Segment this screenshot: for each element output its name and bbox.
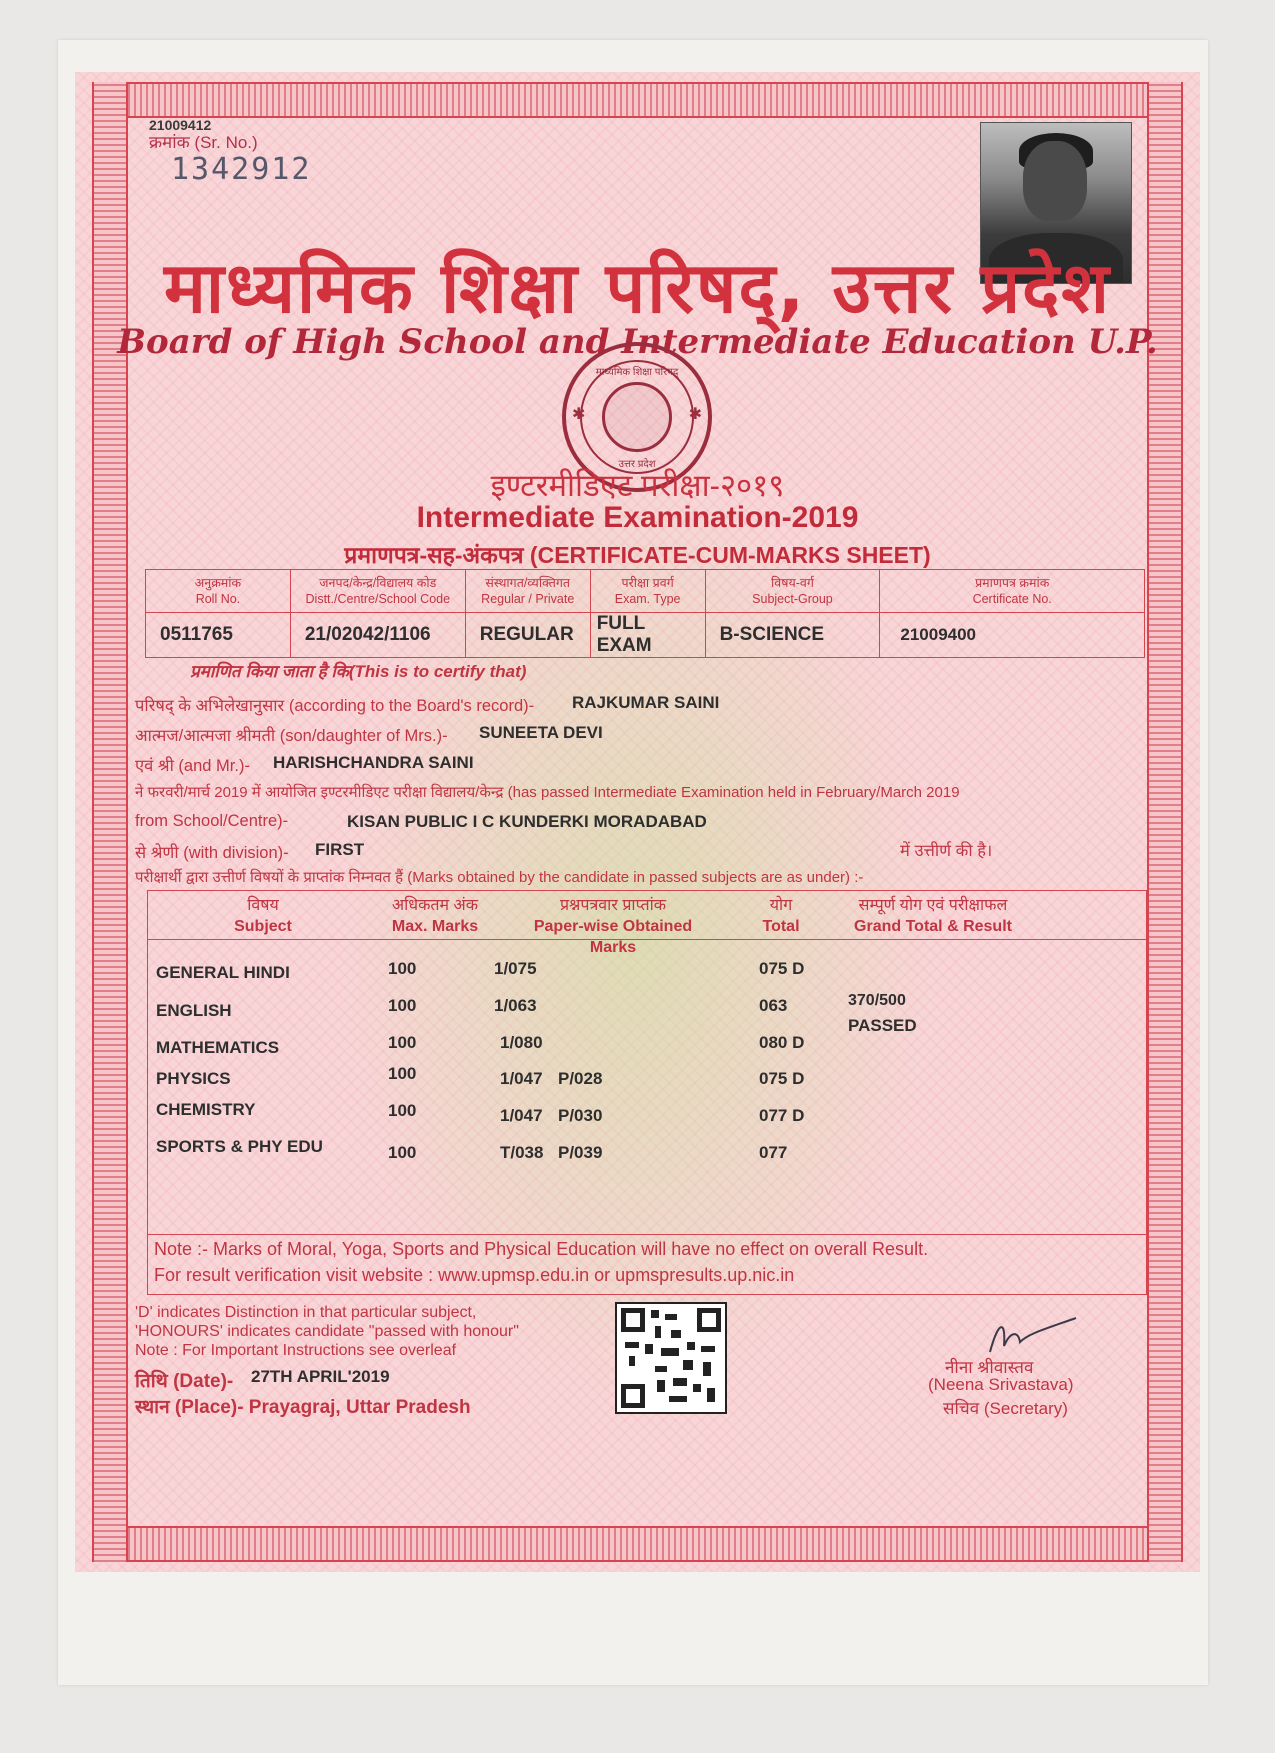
seal-inner-emblem: [602, 382, 672, 452]
row-total: 080 D: [759, 1033, 805, 1052]
regular-private: REGULAR: [465, 613, 590, 658]
info-header-certificate: [880, 570, 1145, 613]
header-english: Grand Total & Result: [854, 918, 1012, 935]
school-label: from School/Centre)-: [135, 812, 289, 830]
result: PASSED: [848, 1016, 917, 1035]
header-english: Regular / Private: [481, 592, 575, 606]
header-english: Total: [762, 918, 800, 935]
header-english: Subject: [234, 918, 292, 935]
qr-module: [707, 1388, 715, 1402]
header-hindi: योग: [769, 897, 793, 914]
row-paper1: 1/047: [500, 1069, 543, 1088]
row-paper2: P/030: [558, 1106, 603, 1125]
header-hindi: अधिकतम अंक: [391, 897, 479, 914]
header-hindi: परीक्षा प्रवर्ग: [621, 576, 674, 590]
board-title-hindi: माध्यमिक शिक्षा परिषद्, उत्तर प्रदेश: [164, 247, 1111, 329]
marks-header-total: [746, 895, 816, 937]
photo-face: [1023, 141, 1087, 221]
row-max: 100: [388, 1143, 417, 1162]
certificate-title: प्रमाणपत्र-सह-अंकपत्र (CERTIFICATE-CUM-MARKS SHEET): [344, 542, 931, 568]
qr-module: [655, 1366, 667, 1372]
row-paper2: P/028: [558, 1069, 603, 1088]
father-label: एवं श्री (and Mr.)-: [135, 757, 250, 775]
header-hindi: अनुक्रमांक: [194, 576, 242, 590]
header-hindi: जनपद/केन्द्र/विद्यालय कोड: [319, 576, 437, 590]
info-header-roll: [146, 570, 291, 613]
row-subject: CHEMISTRY: [156, 1100, 256, 1119]
row-subject: ENGLISH: [156, 1001, 232, 1020]
secretary-name-english: (Neena Srivastava): [928, 1375, 1074, 1394]
division-label: से श्रेणी (with division)-: [135, 844, 289, 862]
header-english: Certificate No.: [972, 592, 1052, 606]
marks-table: [147, 890, 1147, 1235]
serial-label: क्रमांक (Sr. No.): [149, 133, 258, 152]
seal-top-text: माध्यमिक शिक्षा परिषद्: [595, 367, 679, 378]
note-moral: Note :- Marks of Moral, Yoga, Sports and Physical Education will have no effect on overall Result.: [154, 1239, 929, 1259]
row-paper1: 1/080: [500, 1033, 543, 1052]
border-band-bottom: [92, 1526, 1183, 1562]
secretary-title: सचिव (Secretary): [943, 1399, 1068, 1418]
row-subject: SPORTS & PHY EDU: [156, 1137, 323, 1156]
info-table-header-row: [146, 570, 1145, 613]
row-subject: PHYSICS: [156, 1069, 231, 1088]
border-band-top: [92, 82, 1183, 118]
row-subject: MATHEMATICS: [156, 1038, 280, 1057]
serial-number: 1342912: [171, 152, 312, 187]
header-hindi: संस्थागत/व्यक्तिगत: [485, 576, 571, 590]
row-max: 100: [388, 1101, 417, 1120]
info-table: [145, 569, 1145, 658]
qr-module: [669, 1396, 687, 1402]
secretary-signature: [980, 1312, 1080, 1358]
header-hindi: प्रश्नपत्रवार प्राप्तांक: [559, 897, 667, 914]
qr-module: [645, 1344, 653, 1354]
certify-intro: प्रमाणित किया जाता है कि(This is to certify that): [190, 662, 527, 681]
row-max: 100: [388, 996, 417, 1015]
secretary-name-hindi: नीना श्रीवास्तव: [945, 1358, 1034, 1377]
row-paper2: P/039: [558, 1143, 603, 1162]
qr-finder: [621, 1384, 645, 1408]
qr-finder: [697, 1308, 721, 1332]
marks-header-subject: [203, 895, 323, 937]
seal-star-icon: ✱: [688, 406, 702, 423]
note-verification: For result verification visit website : www.upmsp.edu.in or upmspresults.up.nic.in: [154, 1265, 795, 1285]
date-label: तिथि (Date)-: [135, 1371, 234, 1392]
father-name: HARISHCHANDRA SAINI: [273, 753, 474, 772]
honours-note: 'HONOURS' indicates candidate "passed with honour": [135, 1323, 519, 1340]
info-header-exam-type: [590, 570, 705, 613]
exam-type: FULL EXAM: [590, 613, 705, 658]
row-total: 075 D: [759, 959, 805, 978]
qr-module: [657, 1380, 665, 1392]
header-hindi: विषय-वर्ग: [771, 576, 814, 590]
passed-line: ने फरवरी/मार्च 2019 में आयोजित इण्टरमीडिएट परीक्षा विद्यालय/केन्द्र (has passed Intermediate Examination held in February/March 2019: [135, 784, 960, 801]
passed-suffix: में उत्तीर्ण की है।: [900, 842, 993, 860]
qr-code-icon: [615, 1302, 727, 1414]
date-value: 27TH APRIL'2019: [251, 1367, 390, 1386]
place: स्थान (Place)- Prayagraj, Uttar Pradesh: [135, 1397, 471, 1418]
header-english: Exam. Type: [614, 592, 681, 606]
header-english: Paper-wise Obtained Marks: [533, 918, 693, 956]
qr-module: [655, 1326, 661, 1338]
info-header-code: [290, 570, 465, 613]
row-max: 100: [388, 1033, 417, 1052]
qr-module: [665, 1314, 677, 1320]
qr-module: [651, 1310, 659, 1318]
mother-name: SUNEETA DEVI: [479, 723, 603, 742]
certificate-number: 21009400: [880, 613, 1145, 658]
seal-star-icon: ✱: [572, 406, 586, 423]
marks-header-paperwise: [513, 895, 713, 958]
header-hindi: सम्पूर्ण योग एवं परीक्षाफल: [858, 897, 1008, 914]
qr-module: [629, 1356, 635, 1366]
exam-title-hindi: इण्टरमीडिएट परीक्षा-२०१९: [490, 468, 785, 503]
info-header-regular: [465, 570, 590, 613]
qr-module: [673, 1378, 687, 1386]
name-label: परिषद् के अभिलेखानुसार (according to the Board's record)-: [135, 697, 535, 715]
header-hindi: प्रमाणपत्र क्रमांक: [975, 576, 1050, 590]
header-english: Distt./Centre/School Code: [305, 592, 451, 606]
qr-module: [687, 1342, 695, 1350]
header-english: Max. Marks: [391, 918, 479, 935]
grand-total: 370/500: [848, 992, 906, 1009]
row-max: 100: [388, 959, 417, 978]
division-value: FIRST: [315, 840, 365, 859]
board-title-english: Board of High School and Intermediate Education U.P.: [117, 322, 1158, 362]
row-paper1: 1/075: [494, 959, 537, 978]
qr-finder: [621, 1308, 645, 1332]
notes-box: [147, 1235, 1147, 1295]
school-name: KISAN PUBLIC I C KUNDERKI MORADABAD: [347, 812, 707, 831]
qr-module: [683, 1360, 693, 1370]
row-paper1: 1/063: [494, 996, 537, 1015]
qr-module: [625, 1342, 639, 1348]
roll-number: 0511765: [146, 613, 291, 658]
info-header-subject-group: [705, 570, 880, 613]
serial-top: 21009412: [149, 117, 212, 133]
exam-title-english: Intermediate Examination-2019: [416, 501, 859, 534]
marks-header-grand-total: [843, 895, 1023, 937]
row-paper1: T/038: [500, 1143, 544, 1162]
instructions-note: Note : For Important Instructions see overleaf: [135, 1342, 457, 1359]
header-english: Subject-Group: [752, 592, 833, 606]
candidate-name: RAJKUMAR SAINI: [572, 693, 720, 712]
qr-module: [693, 1384, 701, 1392]
row-total: 075 D: [759, 1069, 805, 1088]
row-subject: GENERAL HINDI: [156, 963, 290, 982]
certificate: [75, 72, 1200, 1572]
info-table-value-row: [146, 613, 1145, 658]
distinction-note: 'D' indicates Distinction in that particular subject,: [135, 1304, 477, 1321]
mother-label: आत्मज/आत्मजा श्रीमती (son/daughter of Mrs.)-: [135, 727, 448, 745]
header-hindi: विषय: [247, 897, 279, 914]
marks-header-max: [370, 895, 500, 937]
row-total: 077: [759, 1143, 788, 1162]
qr-module: [701, 1346, 715, 1352]
school-code: 21/02042/1106: [290, 613, 465, 658]
seal-bottom-text: उत्तर प्रदेश: [618, 459, 656, 470]
row-paper1: 1/047: [500, 1106, 543, 1125]
qr-module: [661, 1348, 679, 1356]
subject-group: B-SCIENCE: [705, 613, 880, 658]
row-total: 077 D: [759, 1106, 805, 1125]
row-total: 063: [759, 996, 788, 1015]
qr-module: [703, 1362, 711, 1376]
marks-intro: परीक्षार्थी द्वारा उत्तीर्ण विषयों के प्राप्तांक निम्नवत हैं (Marks obtained by the candidate in passed subjects are as under) :-: [135, 869, 864, 886]
header-english: Roll No.: [195, 592, 241, 606]
qr-module: [671, 1330, 681, 1338]
row-max: 100: [388, 1064, 417, 1083]
